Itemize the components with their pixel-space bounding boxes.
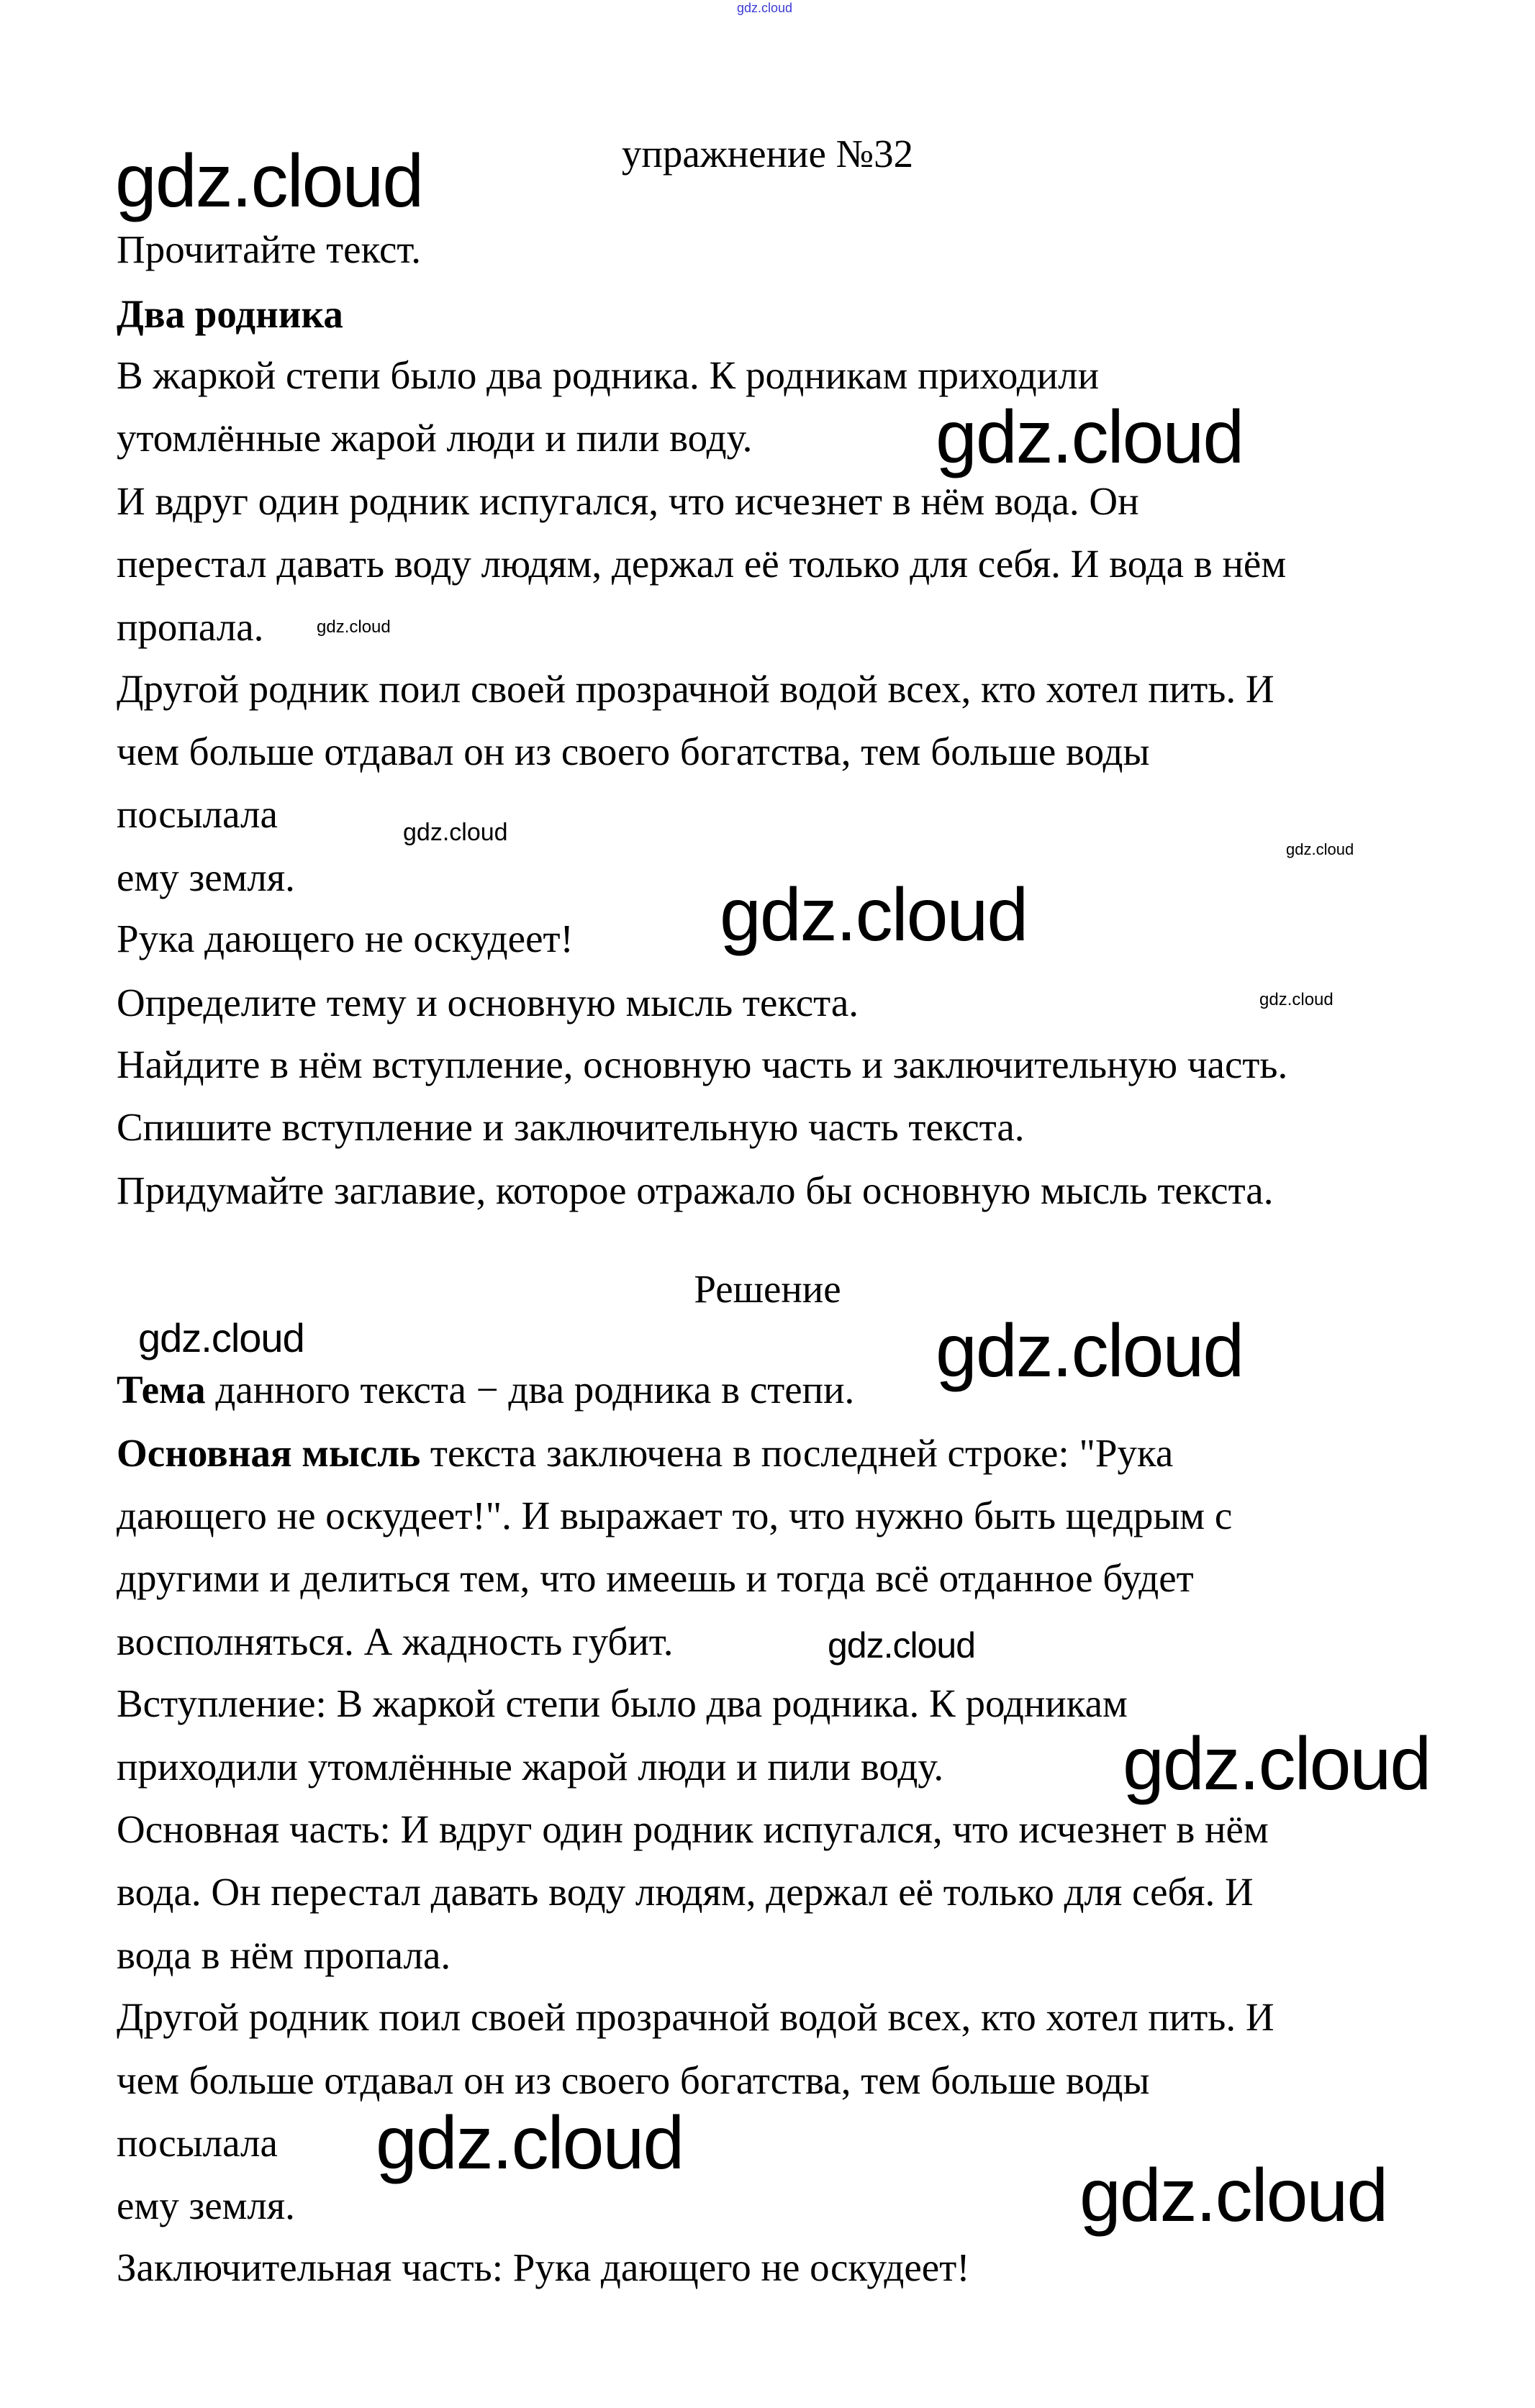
watermark: gdz.cloud xyxy=(720,873,1028,957)
idea-line: дающего не оскудеет!". И выражает то, что нужно быть щедрым с xyxy=(117,1494,1233,1537)
story-title-text: Два родника xyxy=(117,292,343,336)
story-line: Рука дающего не оскудеет! xyxy=(117,917,574,960)
story-line: чем больше отдавал он из своего богатства, тем больше воды xyxy=(117,730,1150,773)
parts-line: Основная часть: И вдруг один родник испугался, что исчезнет в нём xyxy=(117,1807,1269,1851)
watermark: gdz.cloud xyxy=(317,617,391,637)
watermark: gdz.cloud xyxy=(1123,1722,1431,1806)
story-title xyxy=(117,291,343,337)
watermark: gdz.cloud xyxy=(936,1309,1244,1393)
watermark: gdz.cloud xyxy=(138,1315,304,1360)
theme-text: данного текста − два родника в степи. xyxy=(205,1368,855,1412)
idea-label: Основная мысль xyxy=(117,1431,421,1475)
parts-line: вода в нём пропала. xyxy=(117,1933,451,1977)
watermark: gdz.cloud xyxy=(376,2102,684,2185)
question: Определите тему и основную мысль текста. xyxy=(117,981,859,1024)
watermark: gdz.cloud xyxy=(1286,840,1354,858)
story-line: В жаркой степи было два родника. К родникам приходили xyxy=(117,353,1100,397)
theme-label: Тема xyxy=(117,1368,206,1412)
parts-line: приходили утомлённые жарой люди и пили воду. xyxy=(117,1745,944,1789)
question: Найдите в нём вступление, основную часть и заключительную часть. xyxy=(117,1042,1288,1086)
watermark: gdz.cloud xyxy=(1259,990,1333,1009)
idea-line: другими и делиться тем, что имеешь и тогда всё отданное будет xyxy=(117,1556,1194,1600)
parts-line: ему земля. xyxy=(117,2184,295,2227)
story-line: Другой родник поил своей прозрачной водой всех, кто хотел пить. И xyxy=(117,667,1274,711)
watermark: gdz.cloud xyxy=(115,140,423,223)
watermark: gdz.cloud xyxy=(936,396,1244,479)
parts-line: Вступление: В жаркой степи было два родника. К родникам xyxy=(117,1681,1128,1725)
watermark: gdz.cloud xyxy=(403,819,508,846)
solution-heading: Решение xyxy=(694,1267,841,1311)
question: Спишите вступление и заключительную часть текста. xyxy=(117,1105,1025,1149)
story-line: пропала. xyxy=(117,605,264,649)
idea-line: восполняться. А жадность губит. xyxy=(117,1619,674,1663)
solution-idea xyxy=(117,1430,1173,1476)
story-line: ему земля. xyxy=(117,855,295,899)
parts-line: чем больше отдавал он из своего богатства, тем больше воды xyxy=(117,2058,1150,2102)
parts-line: посылала xyxy=(117,2121,278,2165)
story-line: перестал давать воду людям, держал её только для себя. И вода в нём xyxy=(117,542,1287,586)
exercise-title: упражнение №32 xyxy=(621,132,914,176)
parts-line: Заключительная часть: Рука дающего не оскудеет! xyxy=(117,2245,970,2289)
watermark: gdz.cloud xyxy=(1079,2154,1387,2237)
solution-theme xyxy=(117,1367,854,1413)
parts-line: вода. Он перестал давать воду людям, держал её только для себя. И xyxy=(117,1870,1254,1914)
watermark: gdz.cloud xyxy=(828,1625,976,1666)
story-line: И вдруг один родник испугался, что исчезнет в нём вода. Он xyxy=(117,479,1139,523)
parts-line: Другой родник поил своей прозрачной водой всех, кто хотел пить. И xyxy=(117,1995,1274,2039)
question: Придумайте заглавие, которое отражало бы основную мысль текста. xyxy=(117,1168,1274,1212)
watermark: gdz.cloud xyxy=(737,1,793,15)
story-line: утомлённые жарой люди и пили воду. xyxy=(117,416,753,460)
idea-text: текста заключена в последней строке: "Рука xyxy=(420,1431,1174,1475)
task-intro: Прочитайте текст. xyxy=(117,227,422,271)
story-line: посылала xyxy=(117,792,278,836)
